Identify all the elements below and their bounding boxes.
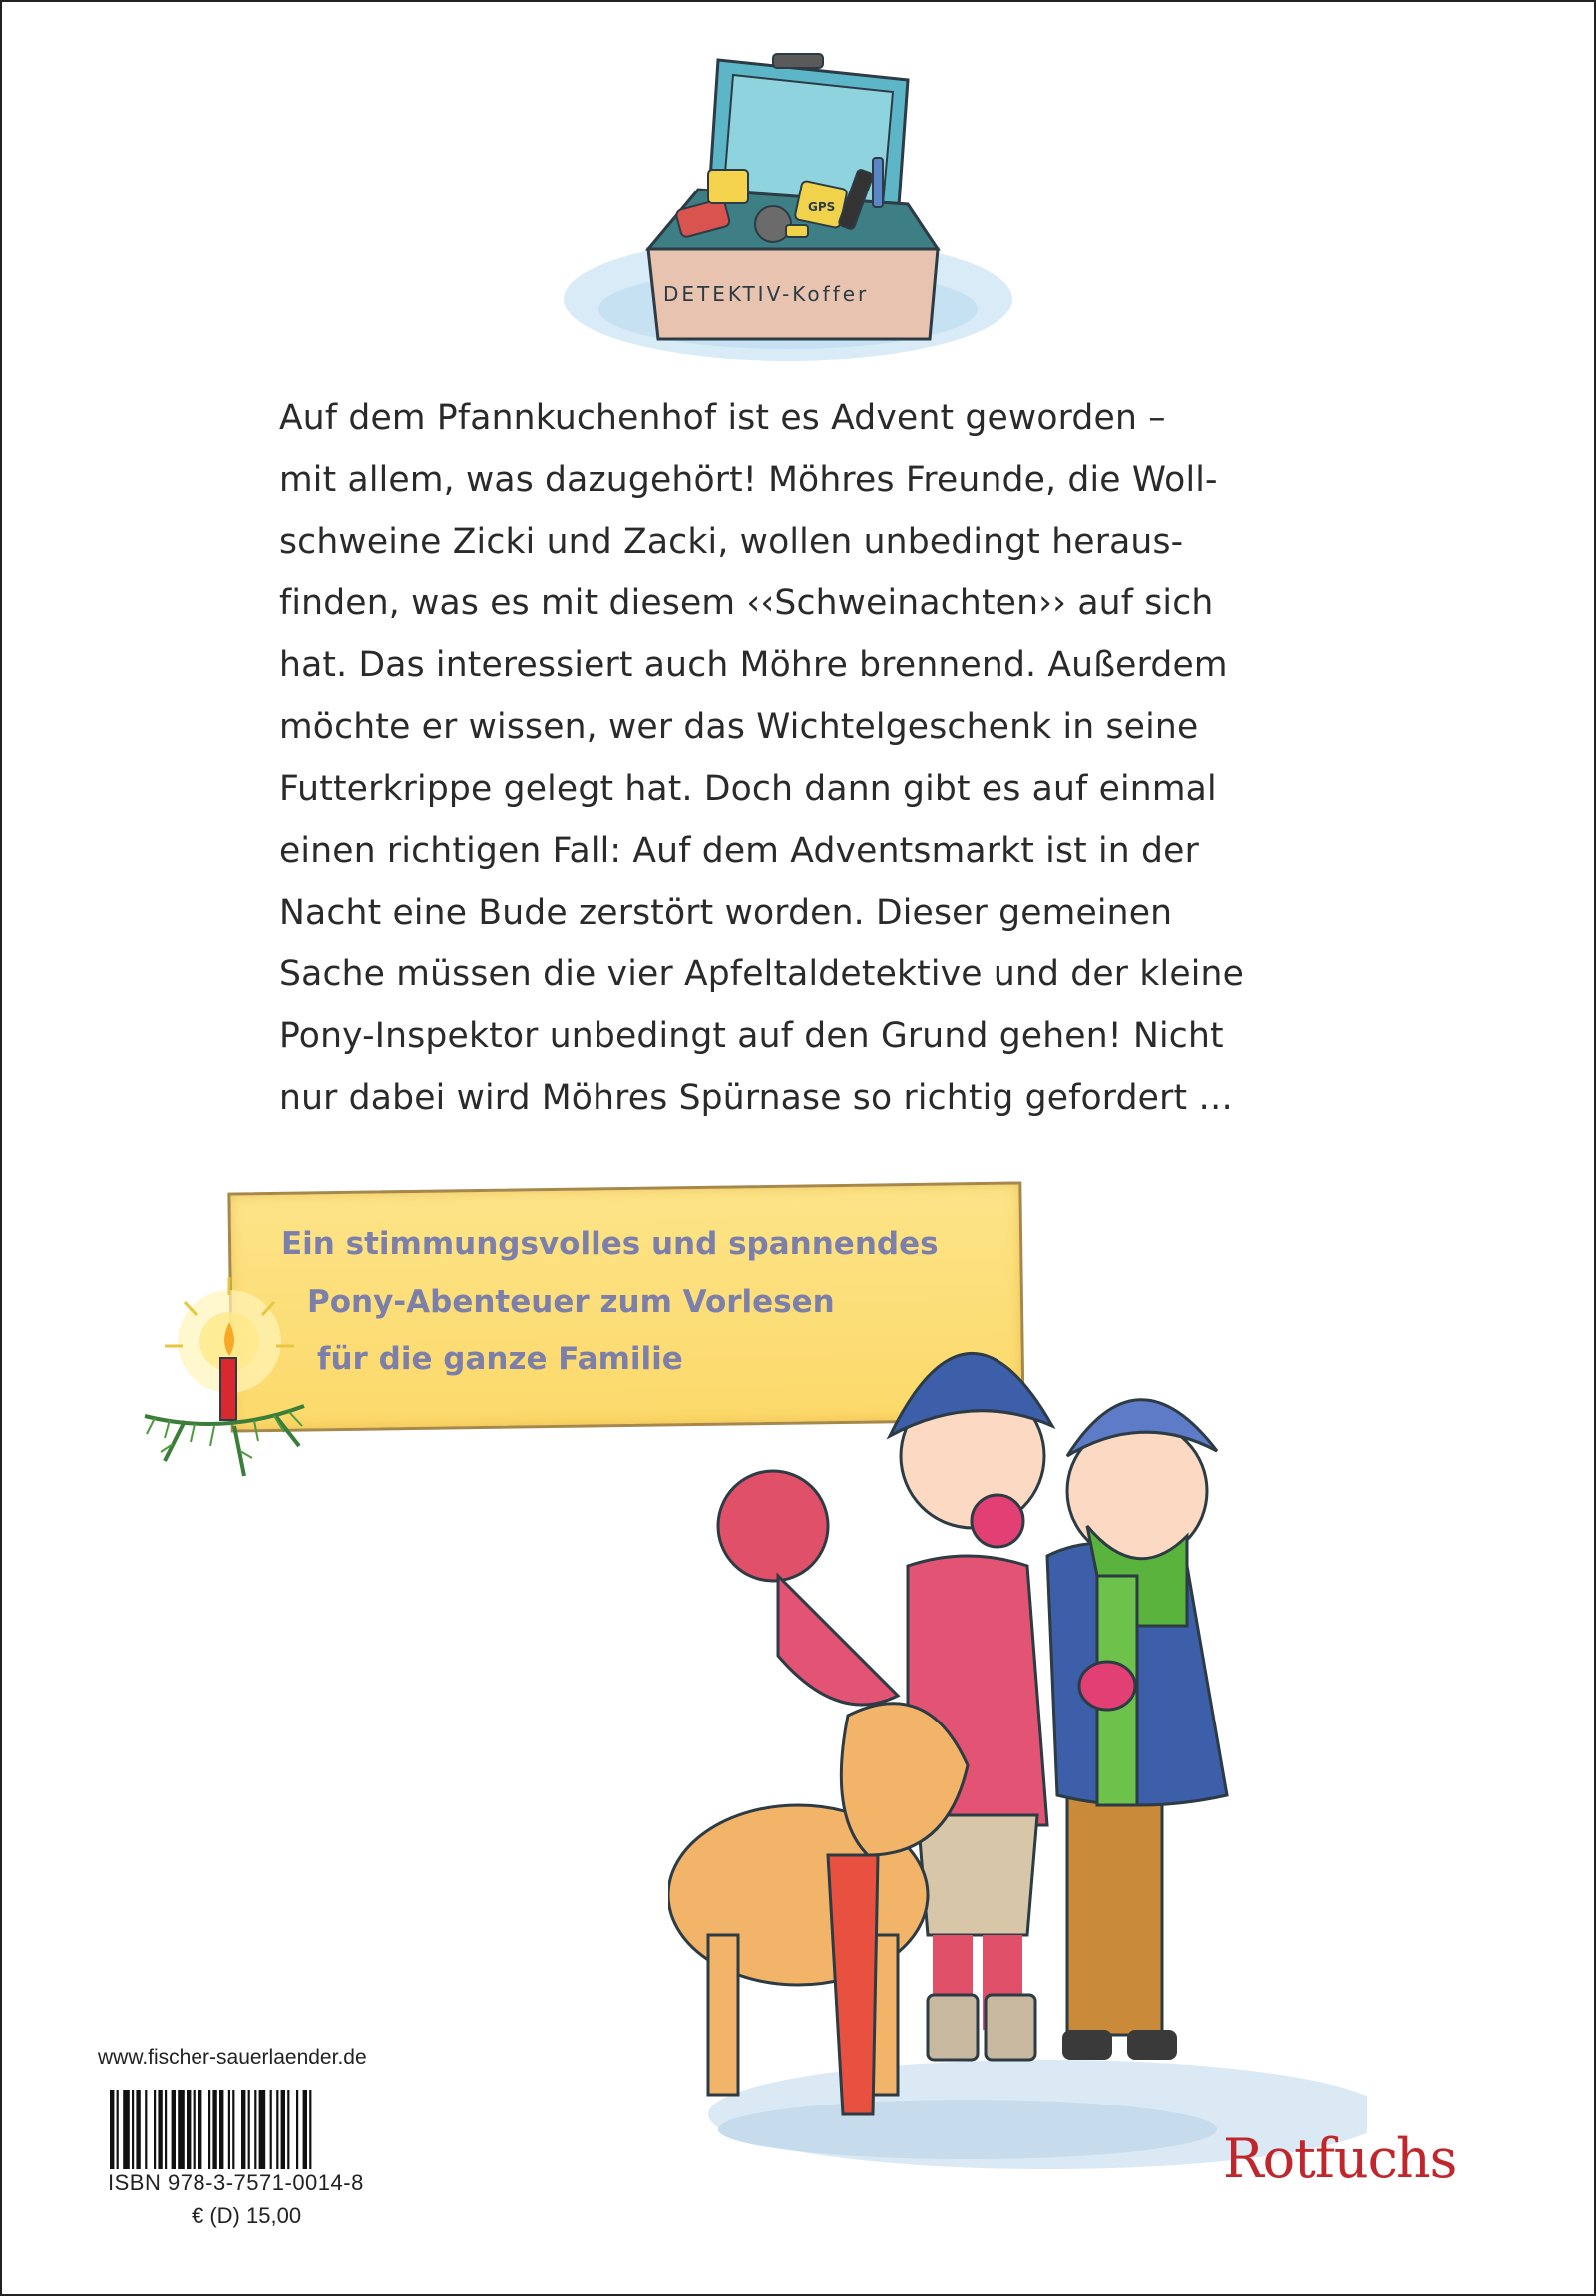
blurb-line: finden, was es mit diesem ‹‹Schweinachten›› auf sich [279,583,1214,623]
barcode-bar [194,2090,196,2169]
gps-label: GPS [808,200,836,214]
price: € (D) 15,00 [192,2203,302,2228]
blurb-line: Nacht eine Bude zerstört worden. Dieser gemeinen [279,893,1173,933]
barcode-bar [309,2090,311,2169]
blurb-line: Futterkrippe gelegt hat. Doch dann gibt es auf einmal [279,769,1217,809]
children-pony-illustration [668,1297,1367,2174]
barcode-bar [241,2090,245,2169]
barcode-bar [136,2090,140,2169]
barcode-bar [187,2090,191,2169]
blurb-line: einen richtigen Fall: Auf dem Adventsmarkt ist in der [279,831,1199,871]
barcode-bar [219,2090,223,2169]
barcode-bar [154,2090,156,2169]
barcode-bar [172,2090,176,2169]
blurb-line: Pony-Inspektor unbedingt auf den Grund gehen! Nicht [279,1016,1224,1056]
case-label: DETEKTIV-Koffer [663,282,870,306]
tagline-line: für die ganze Familie [317,1341,683,1377]
blurb-line: möchte er wissen, wer das Wichtelgeschenk in seine [279,707,1199,747]
blurb-line: Auf dem Pfannkuchenhof ist es Advent geworden – [279,398,1166,438]
barcode-bar [228,2090,230,2169]
blurb-line: nur dabei wird Möhres Spürnase so richtig gefordert … [279,1078,1234,1118]
publisher-logo: Rotfuchs [1223,2127,1457,2190]
blurb-line: mit allem, was dazugehört! Möhres Freunde, die Woll- [279,460,1218,500]
barcode-bar [123,2090,130,2169]
barcode-bar [117,2090,119,2169]
barcode-bar [208,2090,210,2169]
tagline-line: Pony-Abenteuer zum Vorlesen [307,1284,835,1320]
barcode-bar [212,2090,216,2169]
barcode-bar [254,2090,256,2169]
barcode-bar [198,2090,201,2169]
barcode-bar [145,2090,147,2169]
barcode-bar [303,2090,307,2169]
barcode-bar [110,2090,114,2169]
barcode-bar [158,2090,162,2169]
barcode-bar [248,2090,250,2169]
barcode-bar [270,2090,272,2169]
blurb-line: Sache müssen die vier Apfeltaldetektive und der kleine [279,955,1245,994]
barcode [110,2090,389,2169]
barcode-bar [287,2090,289,2169]
barcode-bar [276,2090,278,2169]
blurb-text [279,387,1317,1129]
tagline-line: Ein stimmungsvolles und spannendes [281,1226,939,1262]
blurb-line: schweine Zicki und Zacki, wollen unbedingt heraus- [279,522,1184,562]
barcode-bar [232,2090,234,2169]
isbn: ISBN 978-3-7571-0014-8 [108,2170,364,2195]
publisher-website: www.fischer-sauerlaender.de [98,2046,367,2069]
barcode-bar [165,2090,167,2169]
barcode-bar [259,2090,266,2169]
blurb-line: hat. Das interessiert auch Möhre brennend. Außerdem [279,645,1228,685]
detective-case-illustration [559,40,1017,369]
barcode-bar [296,2090,298,2169]
barcode-bar [178,2090,185,2169]
barcode-bar [281,2090,285,2169]
candle-illustration [125,1267,324,1516]
barcode-bar [132,2090,134,2169]
